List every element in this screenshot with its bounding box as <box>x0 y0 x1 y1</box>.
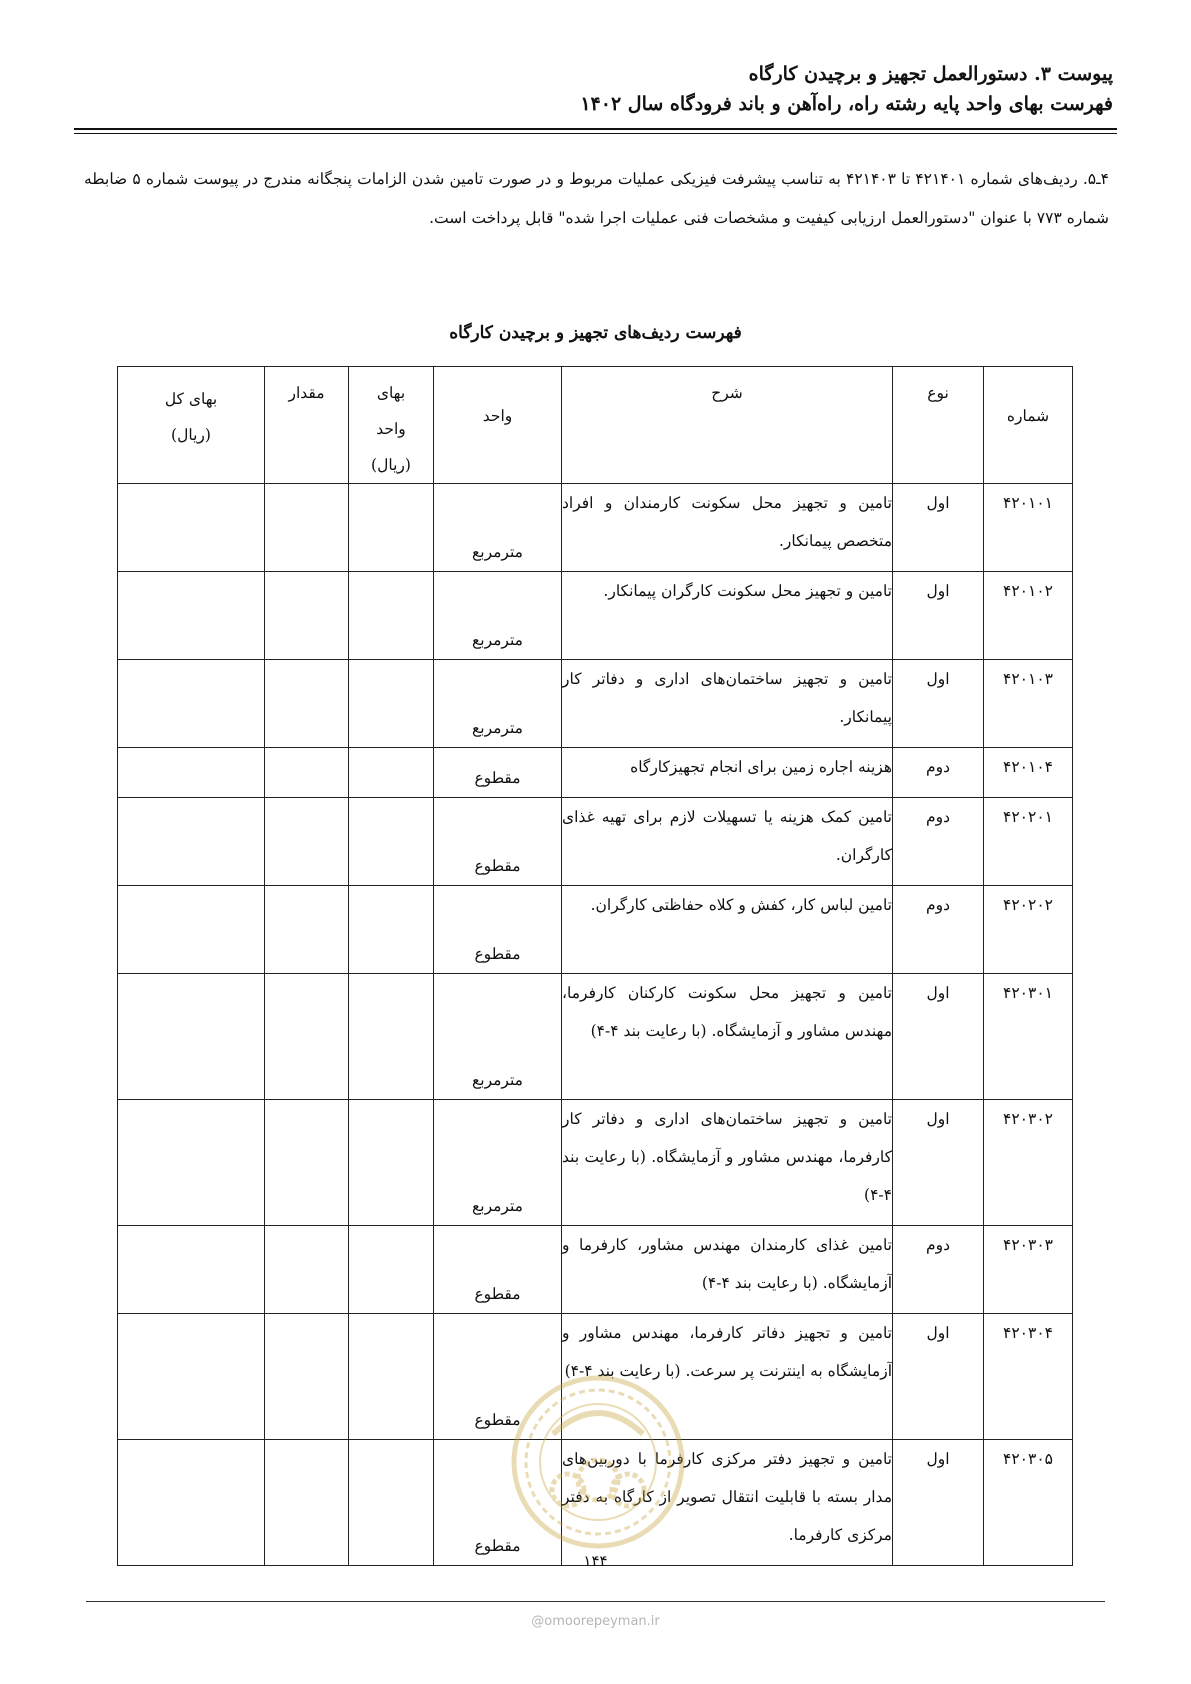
header-title: پیوست ۳. دستورالعمل تجهیز و برچیدن کارگاه <box>748 63 1113 85</box>
cell-unit-price <box>349 1440 434 1566</box>
cell-unit-price <box>349 1226 434 1314</box>
cell-number: ۴۲۰۳۰۱ <box>984 974 1073 1100</box>
cell-number: ۴۲۰۱۰۲ <box>984 572 1073 660</box>
cell-type: دوم <box>893 798 984 886</box>
table-row <box>118 748 1073 798</box>
table-row <box>118 484 1073 572</box>
cell-unit: مقطوع <box>434 748 562 798</box>
cell-unit: مترمربع <box>434 1100 562 1226</box>
cell-total <box>118 1314 265 1440</box>
cell-unit-price <box>349 886 434 974</box>
col-header-type: نوع <box>893 367 984 484</box>
table-row <box>118 660 1073 748</box>
cell-unit-price <box>349 798 434 886</box>
clause-paragraph: ۴ـ۵. ردیف‌های شماره ۴۲۱۴۰۱ تا ۴۲۱۴۰۳ به تناسب پیشرفت فیزیکی عملیات مربوط و در صورت تامین شدن الزامات پنجگانه مندرج در پیوست شماره ۵ ضابطه شماره ۷۷۳ با عنوان "دستورالعمل ارزیابی کیفیت و مشخصات فنی عملیات اجرا شده" قابل پرداخت است. <box>84 170 1109 227</box>
cell-unit: مقطوع <box>434 798 562 886</box>
cell-unit: مترمربع <box>434 484 562 572</box>
cell-description: هزینه اجاره زمین برای انجام تجهیزکارگاه <box>562 748 893 798</box>
cell-number: ۴۲۰۱۰۳ <box>984 660 1073 748</box>
cell-description: تامین کمک هزینه یا تسهیلات لازم برای تهیه غذای کارگران. <box>562 798 893 886</box>
cell-number: ۴۲۰۱۰۱ <box>984 484 1073 572</box>
watermark-seal-icon <box>508 1372 688 1552</box>
cell-quantity <box>265 1440 349 1566</box>
cell-total <box>118 798 265 886</box>
cell-quantity <box>265 798 349 886</box>
cell-quantity <box>265 1314 349 1440</box>
watermark-site: @omoorepeyman.ir <box>531 1614 660 1629</box>
cell-unit: مقطوع <box>434 1440 562 1566</box>
table-row <box>118 572 1073 660</box>
col-header-unit-price: بهای واحد (ریال) <box>349 367 434 484</box>
cell-quantity <box>265 748 349 798</box>
cell-unit-price <box>349 748 434 798</box>
cell-type: اول <box>893 1314 984 1440</box>
cell-type: اول <box>893 572 984 660</box>
table-row <box>118 886 1073 974</box>
cell-total <box>118 748 265 798</box>
cell-total <box>118 1226 265 1314</box>
cell-type: دوم <box>893 886 984 974</box>
cell-unit: مترمربع <box>434 572 562 660</box>
cell-description: تامین و تجهیز ساختمان‌های اداری و دفاتر کار پیمانکار. <box>562 660 893 748</box>
cell-description: تامین و تجهیز محل سکونت کارکنان کارفرما، مهندس مشاور و آزمایشگاه. (با رعایت بند ۴-۴) <box>562 974 893 1100</box>
cell-unit-price <box>349 572 434 660</box>
cell-total <box>118 1100 265 1226</box>
cell-number: ۴۲۰۳۰۳ <box>984 1226 1073 1314</box>
cell-description: تامین لباس کار، کفش و کلاه حفاظتی کارگران. <box>562 886 893 974</box>
table-row <box>118 1226 1073 1314</box>
cell-unit-price <box>349 974 434 1100</box>
cell-unit: مقطوع <box>434 886 562 974</box>
cell-description: تامین و تجهیز دفاتر کارفرما، مهندس مشاور و آزمایشگاه به اینترنت پر سرعت. (با رعایت بند ۴-۴) <box>562 1314 893 1440</box>
cell-type: دوم <box>893 748 984 798</box>
cell-total <box>118 484 265 572</box>
cell-total <box>118 974 265 1100</box>
footer-rule <box>86 1601 1105 1602</box>
header-rule-thin <box>74 133 1117 134</box>
cell-description: تامین غذای کارمندان مهندس مشاور، کارفرما و آزمایشگاه. (با رعایت بند ۴-۴) <box>562 1226 893 1314</box>
cell-unit: مقطوع <box>434 1314 562 1440</box>
cell-unit-price <box>349 484 434 572</box>
cell-unit-price <box>349 660 434 748</box>
cell-quantity <box>265 886 349 974</box>
cell-type: اول <box>893 1440 984 1566</box>
cell-total <box>118 660 265 748</box>
col-header-total: بهای کل (ریال) <box>118 367 265 484</box>
cell-quantity <box>265 974 349 1100</box>
cell-description: تامین و تجهیز محل سکونت کارمندان و افراد متخصص پیمانکار. <box>562 484 893 572</box>
cell-unit-price <box>349 1314 434 1440</box>
cell-quantity <box>265 572 349 660</box>
cell-number: ۴۲۰۱۰۴ <box>984 748 1073 798</box>
cell-quantity <box>265 484 349 572</box>
col-header-unit: واحد <box>434 367 562 484</box>
cell-total <box>118 1440 265 1566</box>
cell-type: اول <box>893 484 984 572</box>
cell-number: ۴۲۰۲۰۱ <box>984 798 1073 886</box>
header-rule-thick <box>74 128 1117 130</box>
cell-number: ۴۲۰۳۰۵ <box>984 1440 1073 1566</box>
cell-total <box>118 886 265 974</box>
table-row <box>118 1100 1073 1226</box>
table-title: فهرست ردیف‌های تجهیز و برچیدن کارگاه <box>449 323 742 343</box>
header-subtitle: فهرست بهای واحد پایه رشته راه، راه‌آهن و باند فرودگاه سال ۱۴۰۲ <box>580 93 1113 115</box>
col-header-quantity: مقدار <box>265 367 349 484</box>
cell-number: ۴۲۰۳۰۴ <box>984 1314 1073 1440</box>
table-row <box>118 798 1073 886</box>
cell-description: تامین و تجهیز دفتر مرکزی کارفرما با دوربین‌های مدار بسته با قابلیت انتقال تصویر از کارگاه به دفتر مرکزی کارفرما. <box>562 1440 893 1566</box>
cell-number: ۴۲۰۲۰۲ <box>984 886 1073 974</box>
cell-number: ۴۲۰۳۰۲ <box>984 1100 1073 1226</box>
cell-unit-price <box>349 1100 434 1226</box>
cell-type: دوم <box>893 1226 984 1314</box>
cell-unit: مقطوع <box>434 1226 562 1314</box>
cell-quantity <box>265 1100 349 1226</box>
cell-type: اول <box>893 974 984 1100</box>
cell-type: اول <box>893 660 984 748</box>
cell-unit: مترمربع <box>434 974 562 1100</box>
page-number: ۱۴۴ <box>583 1552 608 1570</box>
cell-total <box>118 572 265 660</box>
col-header-description: شرح <box>562 367 893 484</box>
cell-quantity <box>265 1226 349 1314</box>
cell-description: تامین و تجهیز ساختمان‌های اداری و دفاتر کار کارفرما، مهندس مشاور و آزمایشگاه. (با رعایت بند ۴-۴) <box>562 1100 893 1226</box>
table-row <box>118 974 1073 1100</box>
page-header <box>580 60 1113 120</box>
cell-unit: مترمربع <box>434 660 562 748</box>
cell-description: تامین و تجهیز محل سکونت کارگران پیمانکار. <box>562 572 893 660</box>
col-header-number: شماره <box>984 367 1073 484</box>
table-header-row <box>118 367 1073 484</box>
cell-type: اول <box>893 1100 984 1226</box>
cell-quantity <box>265 660 349 748</box>
